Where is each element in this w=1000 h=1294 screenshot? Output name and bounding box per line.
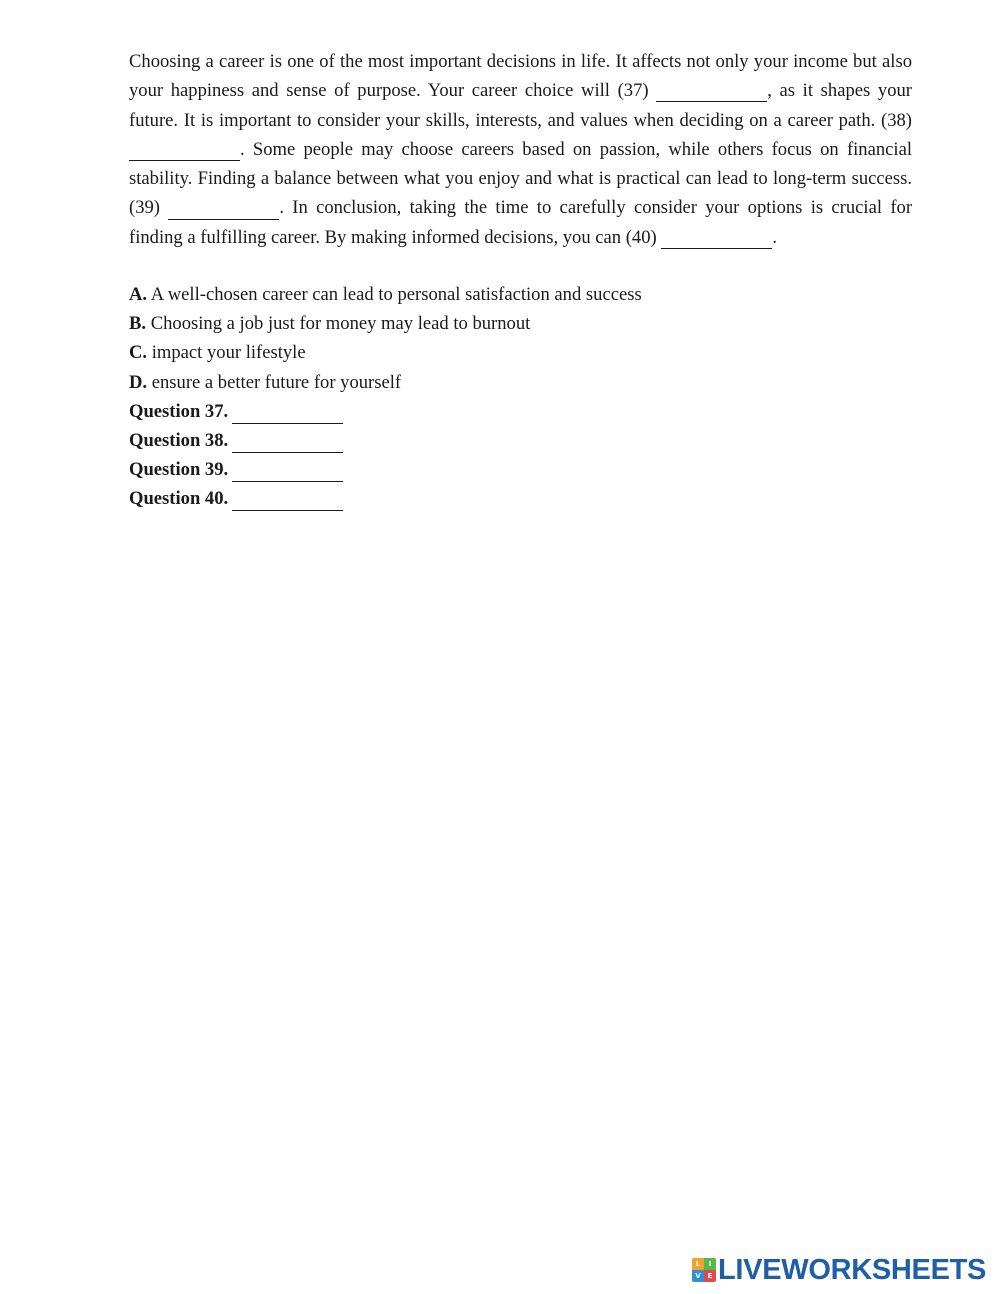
option-letter: A. — [129, 284, 148, 305]
logo-mark-letter: V — [692, 1270, 704, 1282]
question-39 — [129, 455, 912, 484]
options-and-questions — [129, 280, 912, 514]
logo-mark-letter: I — [704, 1258, 716, 1270]
option-d — [129, 368, 912, 397]
question-label: Question 40. — [129, 488, 229, 510]
answer-37-input[interactable] — [232, 406, 343, 424]
option-a — [129, 280, 912, 309]
passage-text-2: , as it shapes your future. It is important to consider your skills, interests, and values when deciding on a career path. (38) — [129, 80, 912, 131]
logo-mark-icon — [692, 1258, 716, 1282]
blank-40-input[interactable] — [661, 231, 772, 249]
answer-39-input[interactable] — [232, 464, 343, 482]
question-40 — [129, 484, 912, 513]
option-text: ensure a better future for yourself — [151, 371, 402, 393]
option-text: impact your lifestyle — [151, 342, 306, 364]
blank-38-input[interactable] — [129, 143, 240, 161]
passage-text-3: . Some people may choose careers based on passion, while others focus on financial stability. Finding a balance between what you enjoy and what is practical can lead to long-term success. (39) — [129, 138, 912, 219]
passage-text-4: . In conclusion, taking the time to carefully consider your options is crucial for finding a fulfilling career. By making informed decisions, you can (40) — [129, 197, 913, 248]
logo-mark-letter: L — [692, 1258, 704, 1270]
option-letter: D. — [129, 371, 148, 393]
passage-text-1: Choosing a career is one of the most important decisions in life. It affects not only your income but also your happiness and sense of purpose. Your career choice will (37) — [129, 51, 912, 102]
question-label: Question 38. — [129, 429, 229, 451]
answer-40-input[interactable] — [232, 493, 343, 511]
option-text: A well-chosen career can lead to personal satisfaction and success — [150, 284, 642, 305]
reading-passage — [129, 47, 912, 252]
answer-38-input[interactable] — [232, 435, 343, 453]
question-38 — [129, 426, 912, 455]
logo-wordmark: LIVEWORKSHEETS — [718, 1254, 987, 1286]
passage-text-5: . — [772, 226, 778, 248]
option-b — [129, 309, 912, 338]
liveworksheets-logo — [692, 1254, 986, 1286]
option-text: Choosing a job just for money may lead to burnout — [150, 313, 531, 335]
question-label: Question 39. — [129, 459, 229, 481]
blank-39-input[interactable] — [168, 202, 279, 220]
question-label: Question 37. — [129, 400, 229, 422]
option-c — [129, 338, 912, 367]
option-letter: C. — [129, 342, 148, 364]
blank-37-input[interactable] — [656, 84, 767, 102]
logo-mark-letter: E — [704, 1270, 716, 1282]
question-37 — [129, 397, 912, 426]
option-letter: B. — [129, 313, 147, 335]
